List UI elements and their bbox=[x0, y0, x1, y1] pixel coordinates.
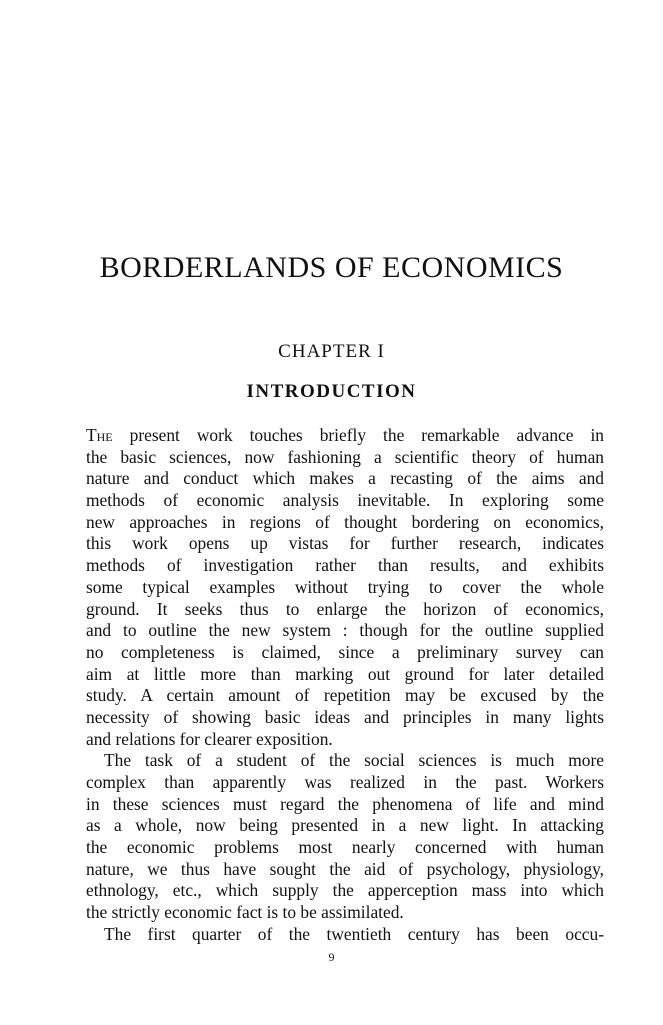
text-line: this work opens up vistas for further research, indicates bbox=[86, 533, 604, 554]
text-line: The task of a student of the social sciences is much more bbox=[104, 750, 604, 771]
text-line: study. A certain amount of repetition may be excused by the bbox=[86, 685, 604, 706]
text-line: and relations for clearer exposition. bbox=[86, 728, 333, 749]
text-line: complex than apparently was realized in the past. Workers bbox=[86, 772, 604, 792]
text-line: The first quarter of the twentieth century has been occu- bbox=[104, 923, 604, 944]
body-text bbox=[86, 425, 604, 946]
paragraph-3 bbox=[86, 924, 604, 946]
opening-word: The bbox=[86, 425, 113, 445]
book-title: BORDERLANDS OF ECONOMICS bbox=[99, 251, 564, 284]
chapter-label: CHAPTER I bbox=[278, 341, 385, 362]
text-line: and to outline the new system : though for the outline supplied bbox=[86, 620, 604, 641]
text-line: ethnology, etc., which supply the apperception mass into which bbox=[86, 880, 604, 901]
text-line: in these sciences must regard the phenomena of life and mind bbox=[86, 793, 604, 814]
text-line: necessity of showing basic ideas and principles in many lights bbox=[86, 706, 604, 727]
text-line: ground. It seeks thus to enlarge the horizon of economics, bbox=[86, 598, 604, 619]
text-line: no completeness is claimed, since a preliminary survey can bbox=[86, 641, 604, 662]
text-line: methods of economic analysis inevitable. In exploring some bbox=[86, 490, 604, 511]
text-line: new approaches in regions of thought bordering on economics, bbox=[86, 511, 604, 532]
text-line: some typical examples without trying to cover the whole bbox=[86, 576, 604, 597]
chapter-title: INTRODUCTION bbox=[246, 381, 417, 402]
text-line: nature, we thus have sought the aid of psychology, physiology, bbox=[86, 858, 604, 879]
text-line: the strictly economic fact is to be assimilated. bbox=[86, 902, 404, 923]
paragraph-1 bbox=[86, 425, 604, 750]
text-line: The present work touches briefly the remarkable advance in bbox=[86, 425, 604, 445]
text-line: aim at little more than marking out ground for later detailed bbox=[86, 663, 604, 684]
text-line: nature and conduct which makes a recasting of the aims and bbox=[86, 468, 604, 489]
text-line: as a whole, now being presented in a new light. In attacking bbox=[86, 815, 604, 836]
text-line: the basic sciences, now fashioning a scientific theory of human bbox=[86, 446, 604, 467]
paragraph-2 bbox=[86, 750, 604, 924]
text-line: methods of investigation rather than results, and exhibits bbox=[86, 555, 604, 576]
text-line: the economic problems most nearly concerned with human bbox=[86, 837, 604, 858]
page-number: 9 bbox=[328, 950, 335, 964]
